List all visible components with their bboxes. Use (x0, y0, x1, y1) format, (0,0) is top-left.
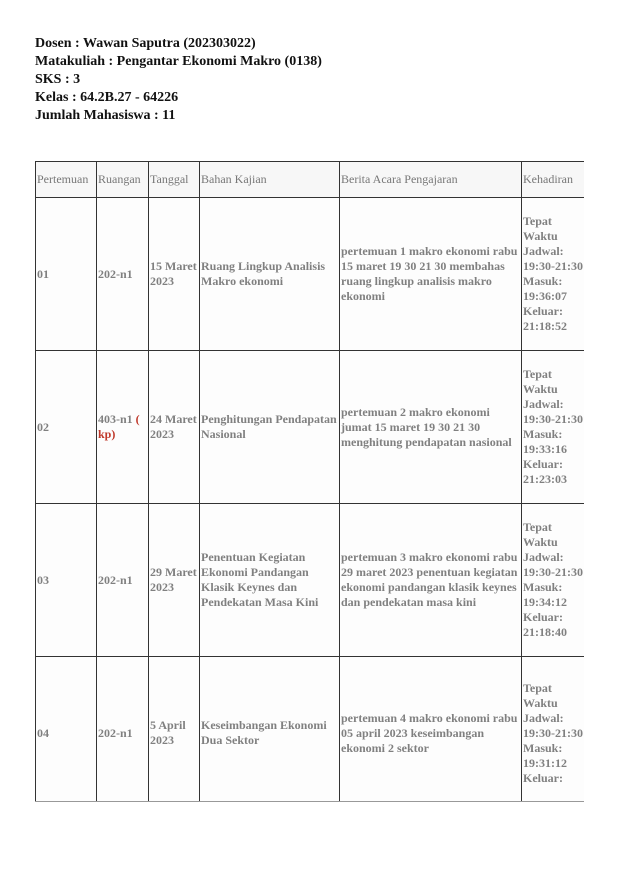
credits-line: SKS : 3 (35, 72, 81, 87)
cell-ruangan (97, 351, 149, 504)
cell-bahan-kajian: Keseimbangan Ekonomi Dua Sektor (200, 657, 340, 803)
cell-kehadiran: Tepat Waktu Jadwal: 19:30-21:30 Masuk: 19:33:16 Keluar: 21:23:03 (522, 351, 585, 504)
cell-tanggal: 5 April 2023 (149, 657, 200, 803)
cell-tanggal: 15 Maret 2023 (149, 198, 200, 351)
cell-bahan-kajian: Penghitungan Pendapatan Nasional (200, 351, 340, 504)
col-header-pertemuan: Pertemuan (36, 162, 97, 198)
col-header-ruangan: Ruangan (97, 162, 149, 198)
cell-pertemuan: 02 (36, 351, 97, 504)
table-row (36, 351, 585, 504)
cell-kehadiran: Tepat Waktu Jadwal: 19:30-21:30 Masuk: 19:31:12 Keluar: (522, 657, 585, 803)
cell-berita-acara: pertemuan 2 makro ekonomi jumat 15 maret 19 30 21 30 menghitung pendapatan nasional (340, 351, 522, 504)
cell-ruangan (97, 198, 149, 351)
cell-kehadiran: Tepat Waktu Jadwal: 19:30-21:30 Masuk: 19:34:12 Keluar: 21:18:40 (522, 504, 585, 657)
col-header-berita-acara: Berita Acara Pengajaran (340, 162, 522, 198)
cell-berita-acara: pertemuan 1 makro ekonomi rabu 15 maret 19 30 21 30 membahas ruang lingkup analisis makro ekonomi (340, 198, 522, 351)
cell-tanggal: 29 Maret 2023 (149, 504, 200, 657)
room-code: 202-n1 (98, 572, 133, 587)
course-header (35, 35, 322, 125)
cell-bahan-kajian: Penentuan Kegiatan Ekonomi Pandangan Klasik Keynes dan Pendekatan Masa Kini (200, 504, 340, 657)
cell-kehadiran: Tepat Waktu Jadwal: 19:30-21:30 Masuk: 19:36:07 Keluar: 21:18:52 (522, 198, 585, 351)
room-code: 202-n1 (98, 266, 133, 281)
lecturer-line: Dosen : Wawan Saputra (202303022) (35, 36, 256, 51)
course-line: Matakuliah : Pengantar Ekonomi Makro (0138) (35, 54, 322, 69)
cell-tanggal: 24 Maret 2023 (149, 351, 200, 504)
cell-pertemuan: 04 (36, 657, 97, 803)
col-header-kehadiran: Kehadiran (522, 162, 585, 198)
attendance-table-wrapper (35, 161, 584, 802)
attendance-table (35, 161, 584, 802)
cell-berita-acara: pertemuan 3 makro ekonomi rabu 29 maret 2023 penentuan kegiatan ekonomi pandangan klasik keynes dan pendekatan masa kini (340, 504, 522, 657)
table-row (36, 198, 585, 351)
student-count-line: Jumlah Mahasiswa : 11 (35, 108, 176, 123)
cell-ruangan (97, 657, 149, 803)
cell-berita-acara: pertemuan 4 makro ekonomi rabu 05 april 2023 keseimbangan ekonomi 2 sektor (340, 657, 522, 803)
room-note: ( kp) (98, 412, 140, 441)
cell-bahan-kajian: Ruang Lingkup Analisis Makro ekonomi (200, 198, 340, 351)
table-row (36, 504, 585, 657)
cell-pertemuan: 01 (36, 198, 97, 351)
col-header-bahan-kajian: Bahan Kajian (200, 162, 340, 198)
cell-pertemuan: 03 (36, 504, 97, 657)
room-code: 403-n1 (98, 412, 133, 426)
table-header-row (36, 162, 585, 198)
cell-ruangan (97, 504, 149, 657)
table-row (36, 657, 585, 803)
col-header-tanggal: Tanggal (149, 162, 200, 198)
room-code: 202-n1 (98, 725, 133, 740)
class-line: Kelas : 64.2B.27 - 64226 (35, 90, 179, 105)
